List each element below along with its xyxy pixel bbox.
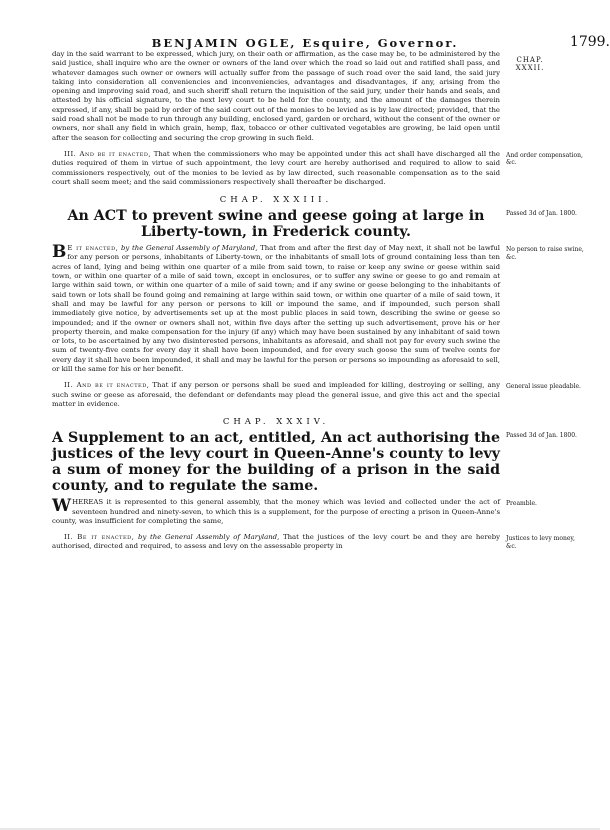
preamble-text: HEREAS it is represented to this general assembly, that the money which was levied and collected under the act of seventeen hundred and ninety-seven, to which this is a supplement, for the purpose of erecting a prison in Queen-Anne's county, was insufficient for completing the same,	[52, 498, 500, 525]
enactment-clause: E it enacted,	[67, 244, 119, 253]
paragraph-section-3	[52, 150, 500, 187]
paragraph-act-34-section-2	[52, 533, 500, 552]
section-3-text: That when the commissioners who may be appointed under this act shall have discharged all the duties required of them in virtue of such appointment, the levy court are hereby authorised and required to allow to said commissioners respectively, out of the monies to be levied as by law directed, such reasonable compensation as to the said court shall seem meet; and the said commissioners respectively shall thereafter be discharged.	[52, 149, 500, 186]
general-assembly-phrase: by the General Assembly of Maryland,	[138, 533, 280, 542]
document-body	[52, 50, 500, 552]
margin-note-no-swine: No person to raise swine, &c.	[506, 246, 584, 261]
page-year: 1799.	[569, 34, 610, 50]
running-title: BENJAMIN OGLE, Esquire, Governor.	[151, 36, 459, 50]
section-2-text: That if any person or persons shall be sued and impleaded for killing, destroying or selling, any such swine or geese as aforesaid, the defendant or defendants may plead the general issue, and give this act and the special matter in evidence.	[52, 381, 500, 408]
chapter-heading-33: CHAP. XXXIII.	[219, 195, 333, 206]
margin-note-justices: Justices to levy money, &c.	[506, 535, 575, 550]
margin-note-general-issue: General issue pleadable.	[506, 383, 581, 391]
margin-note-compensation: And order compensation, &c.	[506, 151, 583, 167]
paragraph-preamble	[52, 498, 500, 526]
act-title-33: An ACT to prevent swine and geese going at large in Liberty-town, in Frederick county.	[67, 208, 485, 241]
chapter-heading-34: CHAP. XXXIV.	[222, 417, 330, 428]
act-title-34: A Supplement to an act, entitled, An act authorising the justices of the levy court in Queen-Anne's county to levy a sum of money for the building of a prison in the said county, and to regulate the same.	[52, 430, 500, 495]
paragraph-continued: day in the said warrant to be expressed, which jury, on their oath or affirmation, as the case may be, to be administered by the said justice, shall inquire who are the owner or owners of the land over which the road so laid out and ratified shall pass, and whatever damages such owner or owners will actually suffer from the passage of such road over the said land, the said jury taking into consideration all conveniencies and inconveniencies, advantages and disadvantages, if any, arising from the opening and improving said road, and such sheriff shall return the inquisition of the said jury, under their hands and seals, and attested by his official signature, to the next levy court to be held for the county, and the amount of the damages therein expressed, if any, shall be paid by order of the said court out of the monies to be levied as is by law directed; provided, that the said road shall not be made to run through any building, enclosed yard, garden or orchard, without the consent of the owner or owners, nor shall any field in which grain, hemp, flax, tobacco or other cultivated vegetables are growing, be laid open until after the season for collecting and securing the crop growing in such field.	[52, 50, 500, 142]
gutter-chap-word: CHAP.	[516, 56, 544, 64]
margin-note-passed-34: Passed 3d of Jan. 1800.	[506, 432, 577, 440]
margin-note-preamble: Preamble.	[506, 500, 537, 508]
enactment-clause: II. And be it enacted,	[64, 381, 150, 390]
paragraph-act-33-section-1	[52, 244, 500, 374]
drop-cap: B	[52, 242, 67, 263]
running-header	[80, 34, 610, 50]
enactment-clause: II. Be it enacted,	[64, 533, 135, 542]
margin-note-passed-33: Passed 3d of Jan. 1800.	[506, 210, 577, 218]
section-1-text: That from and after the first day of May next, it shall not be lawful for any person or persons, inhabitants of Liberty-town, or the inhabitants of small lots of ground containing less than ten acres of land, lying and being within one quarter of a mile from said town, to raise or keep any swine or geese within said town, or within one quarter of a mile of said town, except in enclosures, or to suffer any swine or geese to go and remain at large within said town, or within one quarter of a mile of said town; and if any swine or geese belonging to the inhabitants of said town or lots shall be found going and remaining at large within said town, or within one quarter of a mile of said town, it shall and may be lawful for any person or persons to kill or impound the same, and if impounded, such person shall immediately give notice, by advertisements set up at the most public places in said town, describing the swine or geese so impounded; and if the owner or owners shall not, within five days after the setting up such advertisement, prove his or her property therein, and make compensation for the injury (if any) which may have been sustained by any inhabitant of said town or lots, to be ascertained by any two disinterested persons, inhabitants as aforesaid, and shall not pay for every such swine the sum of twenty-five cents for every day it shall have been impounded, and for every such goose the sum of twelve cents for every day it shall have been impounded, it shall and may be lawful for the person or persons so impounding as aforesaid to sell, or kill the same for his or her benefit.	[52, 244, 500, 374]
drop-cap: W	[52, 496, 72, 517]
section-2-text: That the justices of the levy court be and they are hereby authorised, directed and required, to assess and levy on the assessable property in	[52, 533, 501, 551]
enactment-clause: III. And be it enacted,	[64, 149, 152, 158]
general-assembly-phrase: by the General Assembly of Maryland,	[121, 244, 258, 253]
paragraph-act-33-section-2	[52, 381, 500, 409]
gutter-chapter-label	[510, 56, 550, 72]
gutter-chap-number: XXXII.	[515, 64, 545, 72]
